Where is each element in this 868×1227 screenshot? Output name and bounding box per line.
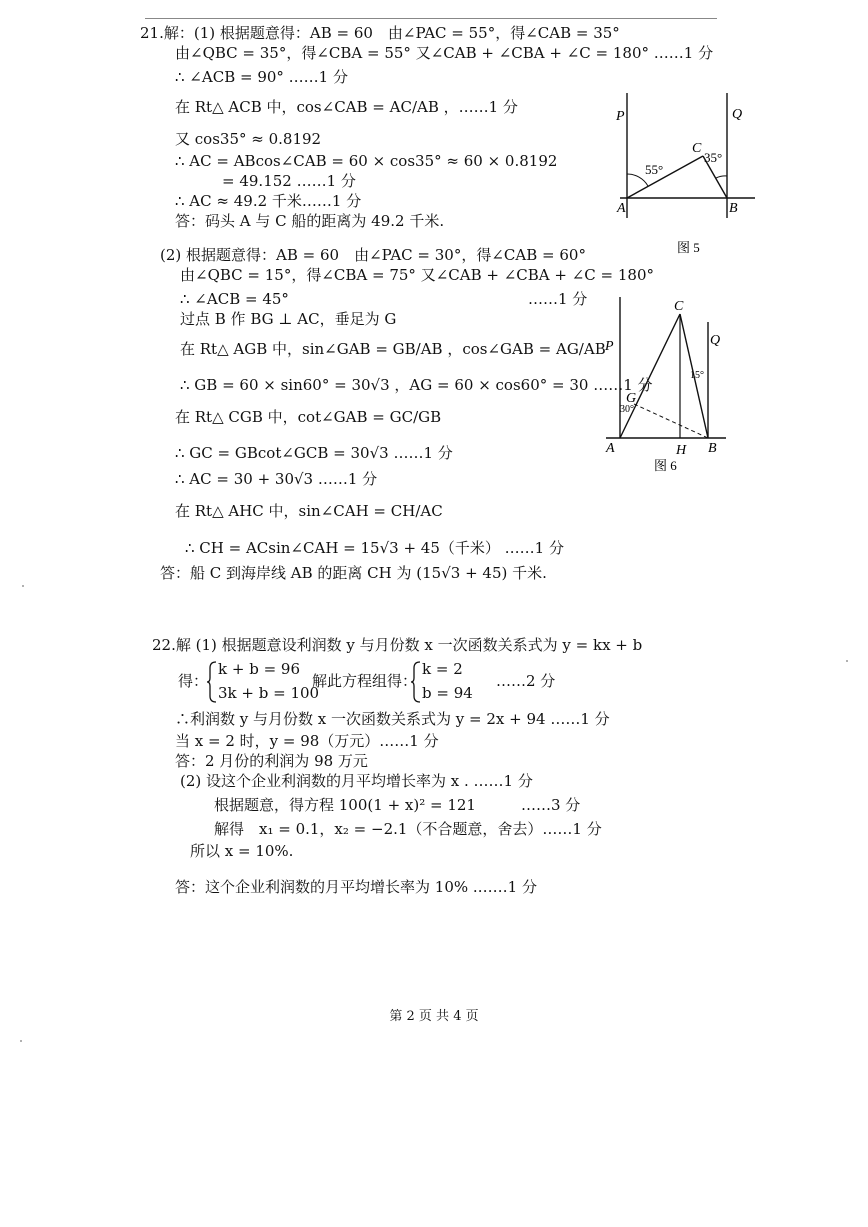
q22-line4: 当 x = 2 时，y = 98（万元）……1 分 xyxy=(175,732,439,750)
fig6-label-c: C xyxy=(674,299,684,314)
q22-system1-eq2: 3k + b = 100 xyxy=(218,684,320,702)
q21-p2-line10: 在 Rt△ AHC 中，sin∠CAH = CH/AC xyxy=(175,502,443,520)
q22-line10: 答：这个企业利润数的月平均增长率为 10% .……1 分 xyxy=(175,878,537,896)
fig6-label-p: P xyxy=(605,339,614,354)
q21-p2-line3: ∴ ∠ACB = 45° xyxy=(180,290,289,308)
q22-system-mid: 解此方程组得： xyxy=(312,672,418,690)
q21-p2-line6: ∴ GB = 60 × sin60° = 30√3 ，AG = 60 × cos60° = 30 ……1 分 xyxy=(180,376,653,394)
fig6-label-b: B xyxy=(708,441,717,456)
q21-p1-line7: = 49.152 ……1 分 xyxy=(222,172,356,190)
scan-speck xyxy=(846,660,848,662)
figure-5 xyxy=(615,88,760,258)
q22-system2-eq1: k = 2 xyxy=(422,660,463,678)
q21-p1-line4: 在 Rt△ ACB 中，cos∠CAB = AC/AB ，……1 分 xyxy=(175,98,518,116)
q21-p1-line1: 21.解：(1) 根据题意得：AB = 60 由∠PAC = 55°，得∠CAB = 35° xyxy=(140,24,620,42)
q21-p2-line9: ∴ AC = 30 + 30√3 ……1 分 xyxy=(175,470,378,488)
q21-p2-line7: 在 Rt△ CGB 中，cot∠GAB = GC/GB xyxy=(175,408,442,426)
fig5-angle-55: 55° xyxy=(645,162,664,177)
fig5-caption: 图 5 xyxy=(677,240,700,255)
fig6-label-h: H xyxy=(676,443,687,458)
fig6-angle-30: 30° xyxy=(620,404,634,415)
fig5-label-q: Q xyxy=(732,107,743,122)
scan-speck xyxy=(22,585,24,587)
fig5-label-b: B xyxy=(729,201,738,216)
fig5-label-c: C xyxy=(692,141,702,156)
fig5-label-a: A xyxy=(617,201,626,216)
q22-line7: 根据题意，得方程 100(1 + x)² = 121 ……3 分 xyxy=(214,796,581,814)
figure-6 xyxy=(598,292,733,477)
q22-line9: 所以 x = 10%. xyxy=(190,842,294,860)
fig6-label-g: G xyxy=(626,391,637,406)
q21-p1-line8: ∴ AC ≈ 49.2 千米……1 分 xyxy=(175,192,362,210)
fig6-label-q: Q xyxy=(710,333,721,348)
q21-p1-line3: ∴ ∠ACB = 90° ……1 分 xyxy=(175,68,348,86)
page-footer: 第 2 页 共 4 页 xyxy=(389,1009,479,1024)
fig5-label-p: P xyxy=(616,109,625,124)
q21-p2-line1: (2) 根据题意得：AB = 60 由∠PAC = 30°，得∠CAB = 60° xyxy=(160,246,586,264)
scan-speck xyxy=(20,1040,22,1042)
q22-system2-eq2: b = 94 xyxy=(422,684,473,702)
q22-line3: ∴利润数 y 与月份数 x 一次函数关系式为 y = 2x + 94 ……1 分 xyxy=(175,710,610,728)
q21-p2-line3-score: ……1 分 xyxy=(528,290,588,308)
q22-line5: 答：2 月份的利润为 98 万元 xyxy=(175,752,368,770)
q22-line1: 22.解 (1) 根据题意设利润数 y 与月份数 x 一次函数关系式为 y = kx + b xyxy=(152,636,643,654)
q22-line8: 解得 x₁ = 0.1，x₂ = −2.1（不合题意，舍去）……1 分 xyxy=(214,820,602,838)
q22-system-score: ……2 分 xyxy=(496,672,556,690)
q21-p1-line9: 答：码头 A 与 C 船的距离为 49.2 千米. xyxy=(175,212,445,230)
q21-p1-line2: 由∠QBC = 35°，得∠CBA = 55° 又∠CAB + ∠CBA + ∠C = 180° ……1 分 xyxy=(175,44,714,62)
q22-line6: (2) 设这个企业利润数的月平均增长率为 x . ……1 分 xyxy=(180,772,533,790)
q21-p2-line2: 由∠QBC = 15°，得∠CBA = 75° 又∠CAB + ∠CBA + ∠C = 180° xyxy=(180,266,654,284)
fig6-caption: 图 6 xyxy=(654,458,677,473)
q21-p2-line4: 过点 B 作 BG ⊥ AC，垂足为 G xyxy=(180,310,397,328)
q21-p2-line12: 答：船 C 到海岸线 AB 的距离 CH 为 (15√3 + 45) 千米. xyxy=(160,564,547,582)
header-rule xyxy=(145,18,717,19)
fig6-angle-15: 15° xyxy=(690,370,704,381)
q22-system1-eq1: k + b = 96 xyxy=(218,660,300,678)
q21-p1-line6: ∴ AC = ABcos∠CAB = 60 × cos35° ≈ 60 × 0.8192 xyxy=(175,152,558,170)
q22-system-prefix: 得： xyxy=(178,672,209,690)
fig6-label-a: A xyxy=(606,441,615,456)
q22-brace-right xyxy=(410,660,422,704)
q22-brace-left xyxy=(206,660,218,704)
q21-p2-line5: 在 Rt△ AGB 中，sin∠GAB = GB/AB ，cos∠GAB = AG/AB xyxy=(180,340,606,358)
q21-p2-line8: ∴ GC = GBcot∠GCB = 30√3 ……1 分 xyxy=(175,444,453,462)
fig5-angle-35: 35° xyxy=(704,150,723,165)
q21-p2-line11: ∴ CH = ACsin∠CAH = 15√3 + 45（千米） ……1 分 xyxy=(185,539,564,557)
q21-p1-line5: 又 cos35° ≈ 0.8192 xyxy=(175,130,322,148)
